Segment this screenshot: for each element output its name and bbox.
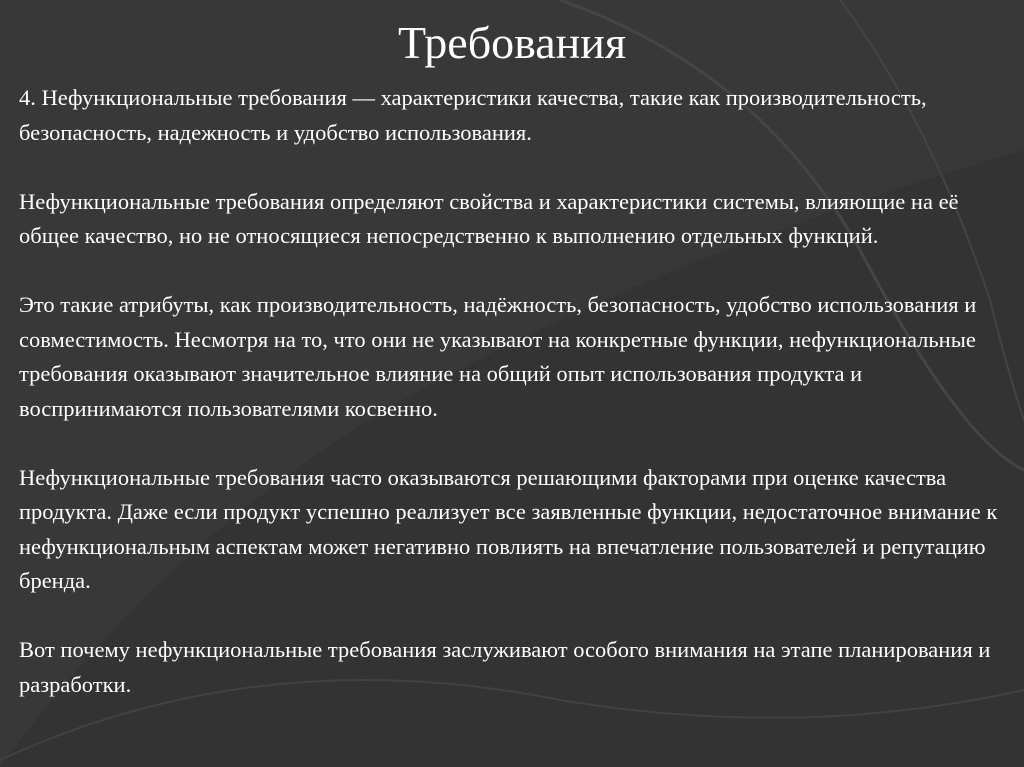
paragraph: Нефункциональные требования часто оказываются решающими факторами при оценке качества продукта. Даже если продукт успешно реализует все заявленные функции, недостаточное внимание к нефункциональным аспектам может негативно повлиять на впечатление пользователей и репутацию бренда. [19, 464, 998, 593]
slide-title: Требования [397, 17, 627, 68]
paragraph: Вот почему нефункциональные требования заслуживают особого внимания на этапе планирования и разработки. [19, 637, 991, 697]
slide-body [19, 81, 1009, 702]
paragraph: 4. Нефункциональные требования — характеристики качества, такие как производительность, безопасность, надежность и удобство использования. [19, 85, 927, 145]
paragraph: Нефункциональные требования определяют свойства и характеристики системы, влияющие на её общее качество, но не относящиеся непосредственно к выполнению отдельных функций. [19, 188, 959, 248]
paragraph: Это такие атрибуты, как производительность, надёжность, безопасность, удобство использования и совместимость. Несмотря на то, что они не указывают на конкретные функции, нефункциональные требования оказывают значительное влияние на общий опыт использования продукта и воспринимаются пользователями косвенно. [19, 292, 977, 421]
